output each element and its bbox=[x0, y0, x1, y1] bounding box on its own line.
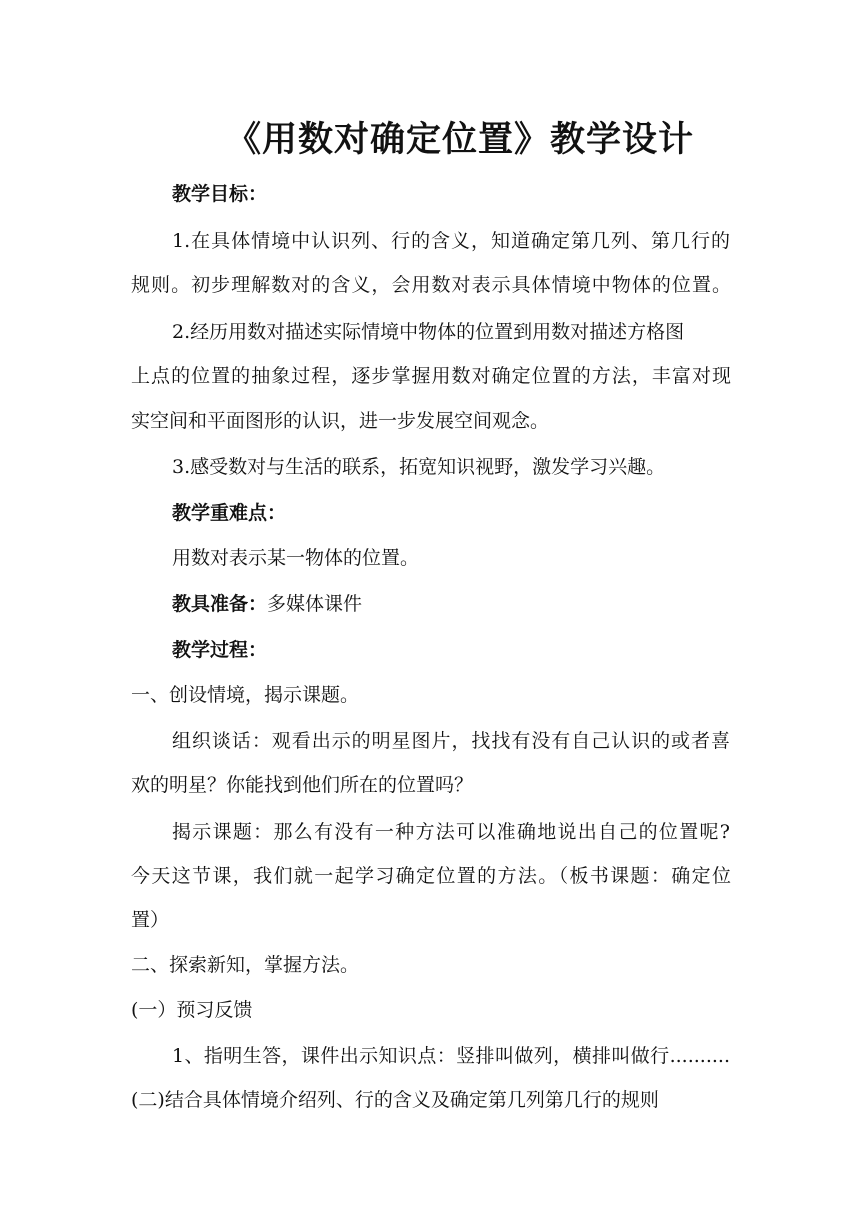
goal-3: 3.感受数对与生活的联系，拓宽知识视野，激发学习兴趣。 bbox=[172, 456, 666, 478]
goal-1-line-2: 规则。初步理解数对的含义，会用数对表示具体情境中物体的位置。 bbox=[131, 274, 731, 296]
reveal-line-3: 置） bbox=[131, 909, 170, 931]
reveal-line-1: 揭示课题：那么有没有一种方法可以准确地说出自己的位置呢? bbox=[172, 821, 730, 843]
teaching-tools-text: 多媒体课件 bbox=[267, 593, 363, 615]
subsection-1-heading: (一）预习反馈 bbox=[131, 999, 253, 1021]
goal-1-line-1: 1.在具体情境中认识列、行的含义，知道确定第几列、第几行的 bbox=[172, 230, 730, 252]
goal-2-line-3: 实空间和平面图形的认识，进一步发展空间观念。 bbox=[131, 410, 550, 432]
process-heading: 教学过程： bbox=[172, 639, 268, 661]
key-points-text: 用数对表示某一物体的位置。 bbox=[172, 547, 420, 569]
goal-2-line-2: 上点的位置的抽象过程，逐步掌握用数对确定位置的方法，丰富对现 bbox=[131, 365, 731, 387]
goals-heading: 教学目标： bbox=[172, 183, 268, 205]
document-title: 《用数对确定位置》教学设计 bbox=[225, 120, 694, 160]
teaching-tools bbox=[172, 590, 772, 618]
item-1: 1、指明生答，课件出示知识点：竖排叫做列，横排叫做行.......... bbox=[172, 1045, 730, 1067]
subsection-2-heading: (二)结合具体情境介绍列、行的含义及确定第几列第几行的规则 bbox=[131, 1089, 659, 1111]
teaching-tools-heading: 教具准备： bbox=[172, 593, 268, 615]
key-points-heading: 教学重难点： bbox=[172, 502, 287, 524]
talk-line-2: 欢的明星？你能找到他们所在的位置吗？ bbox=[131, 774, 474, 796]
section-2-heading: 二、探索新知，掌握方法。 bbox=[131, 954, 360, 976]
talk-line-1: 组织谈话：观看出示的明星图片，找找有没有自己认识的或者喜 bbox=[172, 730, 730, 752]
section-1-heading: 一、创设情境，揭示课题。 bbox=[131, 684, 360, 706]
goal-2-line-1: 2.经历用数对描述实际情境中物体的位置到用数对描述方格图 bbox=[172, 321, 685, 343]
reveal-line-2: 今天这节课，我们就一起学习确定位置的方法。（板书课题：确定位 bbox=[131, 865, 731, 887]
